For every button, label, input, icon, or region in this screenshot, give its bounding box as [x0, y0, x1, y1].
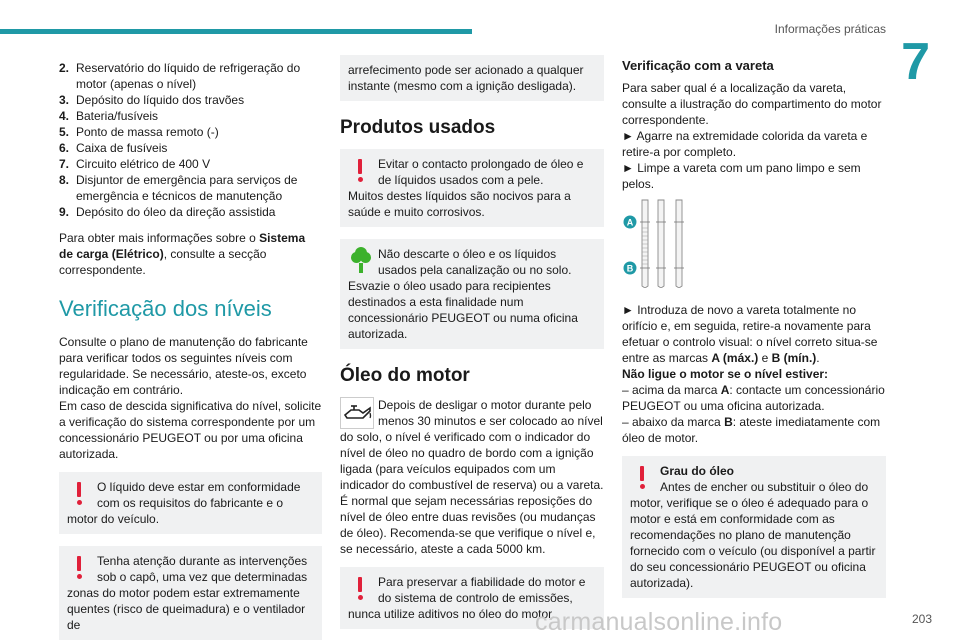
list-item: 4. Bateria/fusíveis [59, 109, 159, 123]
levels-paragraph-1: Consulte o plano de manutenção do fabricante para verificar todos os seguintes níveis com regularidade. Se necessário, ateste-os, exceto indicação em contrário. [59, 335, 308, 397]
warning-exclamation-icon [67, 479, 91, 507]
column-2 [340, 55, 604, 640]
mark-b-label: B [626, 263, 634, 274]
warning-exclamation-icon [67, 553, 91, 581]
column-1 [59, 60, 322, 640]
dipstick-intro: Para saber qual é a localização da vareta, consulte a ilustração do compartimento do motor correspondente. [622, 81, 882, 127]
list-item: 3. Depósito do líquido dos travões [59, 93, 245, 107]
oil-can-icon [340, 397, 374, 429]
engine-oil-paragraph: Depois de desligar o motor durante pelo menos 30 minutos e ser colocado ao nível do solo, o nível é verificado com o indicador do nível de óleo no quadro de bordo com a ignição ligada (para veículos equipados com um indicador do combustível de reserva) ou a vareta. [340, 398, 604, 492]
warning-exclamation-icon [348, 574, 372, 602]
header-title: Informações práticas [774, 22, 886, 36]
section-title-levels: Verificação dos níveis [59, 296, 272, 321]
dipstick-step-3: ► Introduza de novo a vareta totalmente no orifício e, em seguida, retire-a novamente para efetuar o controlo visual: o nível correto situa-se entre as marcas A (máx.) e B (mín.). [622, 303, 878, 365]
list-item: 2. Reservatório do líquido de refrigeração do motor (apenas o nível) [59, 61, 301, 91]
section-title-dipstick: Verificação com a vareta [622, 58, 774, 73]
list-item: 5. Ponto de massa remoto (-) [59, 125, 219, 139]
more-info-paragraph: Para obter mais informações sobre o Sistema de carga (Elétrico), consulte a secção correspondente. [59, 231, 306, 277]
environment-note: Não descarte o óleo e os líquidos usados pela canalização ou no solo. Esvazie o óleo usado para recipientes destinados a esta finalidade num concessionário PEUGEOT ou numa oficina autorizada. [340, 239, 604, 349]
dipstick-shape [640, 200, 684, 288]
warning-note-hot-engine: Tenha atenção durante as intervenções sob o capô, uma vez que determinadas zonas do motor podem estar extremamente quentes (risco de queimadura) e o ventilador de [59, 546, 322, 640]
dipstick-below-mark: – abaixo da marca B: ateste imediatamente com óleo de motor. [622, 415, 881, 445]
warning-note-oil-grade: Grau do óleo Antes de encher ou substituir o óleo do motor, verifique se o óleo é adequado para o motor e está em conformidade com as recomendações no plano de manutenção fornecido com o veículo (ou disponível a partir do seu concessionário PEUGEOT ou oficina autorizada). [622, 456, 886, 598]
charging-system-link-text: Sistema de carga (Elétrico) [59, 231, 306, 261]
warning-note-continued: arrefecimento pode ser acionado a qualquer instante (mesmo com a ignição desligada). [340, 55, 604, 101]
dipstick-above-mark: – acima da marca A: contacte um concessionário PEUGEOT ou uma oficina autorizada. [622, 383, 885, 413]
dipstick-illustration [622, 198, 722, 288]
section-title-products: Produtos usados [340, 117, 496, 138]
dipstick-step-2: ► Limpe a vareta com um pano limpo e sem pelos. [622, 161, 861, 191]
warning-note-fluid: O líquido deve estar em conformidade com os requisitos do fabricante e o motor do veículo. [59, 472, 322, 534]
column-3 [622, 58, 886, 610]
warning-exclamation-icon [348, 156, 372, 184]
mark-a-label: A [626, 217, 634, 228]
chapter-number: 7 [901, 33, 930, 91]
warning-note-additives: Para preservar a fiabilidade do motor e do sistema de controlo de emissões, nunca utilize aditivos no óleo do motor. [340, 567, 604, 629]
list-item: 7. Circuito elétrico de 400 V [59, 157, 211, 171]
levels-paragraph-2: Em caso de descida significativa do nível, solicite a verificação do sistema correspondente por um concessionário PEUGEOT ou por uma oficina autorizada. [59, 399, 322, 461]
list-item: 6. Caixa de fusíveis [59, 141, 168, 155]
section-title-engine-oil: Óleo do motor [340, 365, 470, 386]
dipstick-step-1: ► Agarre na extremidade colorida da vareta e retire-a por completo. [622, 129, 868, 159]
watermark: carmanualsonline.info [535, 608, 783, 636]
header-accent-bar [0, 29, 472, 34]
engine-compartment-list [59, 60, 322, 220]
engine-oil-paragraph-2: É normal que sejam necessárias reposições do nível de óleo entre duas revisões (ou mudanças de óleo). Recomenda-se que verifique o nível e, se necessário, ateste a cada 5000 km. [340, 494, 596, 556]
dipstick-warning-title: Não ligue o motor se o nível estiver: [622, 367, 829, 381]
environment-tree-icon [348, 246, 372, 274]
list-item: 9. Depósito do óleo da direção assistida [59, 205, 276, 219]
list-item: 8. Disjuntor de emergência para serviços de emergência e técnicos de manutenção [59, 173, 298, 203]
warning-note-used-products: Evitar o contacto prolongado de óleo e de líquidos usados com a pele. Muitos destes líquidos são nocivos para a saúde e muito corrosivos. [340, 149, 604, 227]
page-number: 203 [911, 612, 932, 626]
oil-grade-title: Grau do óleo [660, 464, 735, 478]
warning-exclamation-icon [630, 463, 654, 491]
